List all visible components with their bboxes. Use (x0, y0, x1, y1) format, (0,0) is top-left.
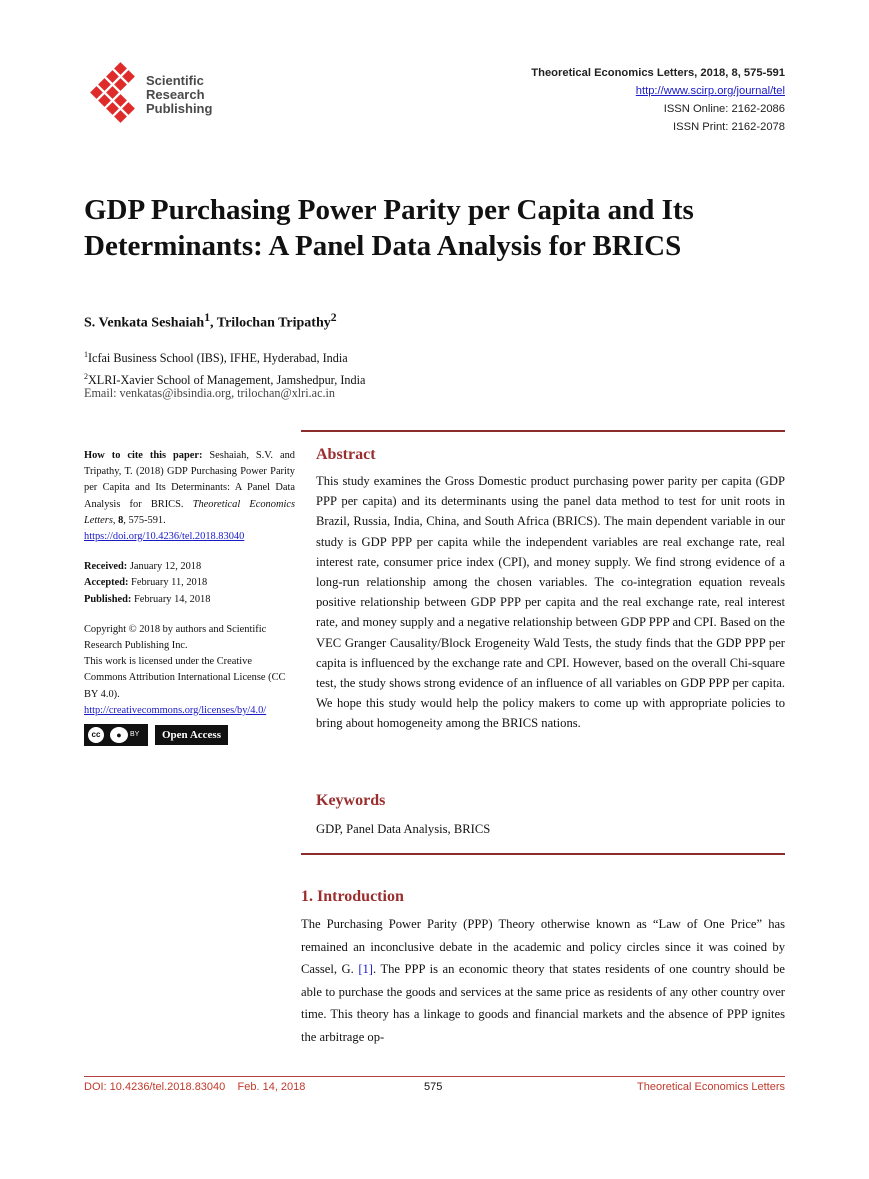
diamond-logo-icon (86, 62, 146, 128)
affiliation-mark: 2 (84, 371, 88, 381)
author-emails: Email: venkatas@ibsindia.org, trilochan@xlri.ac.in (84, 386, 336, 400)
copyright-text: Copyright © 2018 by authors and Scientific Research Publishing Inc. (84, 623, 267, 652)
author-name: S. Venkata Seshaiah (84, 315, 205, 331)
footer-rule (84, 1076, 785, 1077)
affiliation: XLRI-Xavier School of Management, Jamshedpur, India (88, 372, 366, 387)
accepted-date: February 11, 2018 (131, 577, 208, 589)
cite-label: How to cite this paper: (84, 450, 203, 461)
page-number: 575 (424, 1081, 443, 1093)
license-text: This work is licensed under the Creative Commons Attribution International License (CC BY 4.0). (84, 656, 286, 700)
intro-text-part: The Purchasing Power Parity (PPP) Theory otherwise known as “Law of One Price” has remained an inconclusive debate in the academic and policy circles since it was coined by Cassel, G. (301, 917, 785, 976)
publisher-name-line: Research (146, 87, 205, 102)
author-separator: , (210, 315, 217, 331)
reference-link[interactable]: [1] (358, 962, 373, 976)
author-list (84, 311, 337, 332)
cc-by-badge[interactable] (84, 724, 148, 746)
license-badges (84, 724, 295, 746)
affiliations (84, 346, 365, 389)
publisher-name-line: Scientific (146, 73, 204, 88)
published-label: Published: (84, 593, 132, 605)
by-icon: ● (110, 727, 128, 743)
accepted-label: Accepted: (84, 577, 129, 589)
received-label: Received: (84, 561, 128, 573)
cite-text: Seshaiah, S.V. and Tripathy, T. (2018) GDP Purchasing Power Parity per Capita and Its Determinants: A Panel Data Analysis for BRICS. (84, 450, 295, 510)
author-name: Trilochan Tripathy (216, 315, 331, 331)
publisher-name-line: Publishing (146, 101, 213, 116)
received-date: January 12, 2018 (129, 561, 202, 573)
footer-doi: DOI: 10.4236/tel.2018.83040 (84, 1081, 226, 1093)
title-line: GDP Purchasing Power Parity per Capita and Its (84, 194, 694, 226)
title-line: Determinants: A Panel Data Analysis for BRICS (84, 230, 682, 262)
open-access-badge[interactable]: Open Access (155, 725, 228, 745)
publisher-name (146, 74, 212, 116)
affiliation-mark: 1 (84, 350, 88, 359)
introduction-heading: 1. Introduction (301, 888, 404, 905)
footer-journal: Theoretical Economics Letters (637, 1081, 785, 1093)
author-affiliation-mark: 2 (330, 311, 337, 324)
published-date: February 14, 2018 (133, 593, 211, 605)
cite-pages: , 575-591. (123, 514, 166, 526)
issn-online: ISSN Online: 2162-2086 (663, 103, 785, 115)
paper-title (84, 192, 794, 264)
license-link[interactable]: http://creativecommons.org/licenses/by/4.0/ (84, 704, 267, 716)
how-to-cite: How to cite this paper: Seshaiah, S.V. and Tripathy, T. (2018) GDP Purchasing Power Parity per Capita and Its Determinants: A Panel Data Analysis for BRICS. Theoretical Economics Letters, 8, 575-591. https://doi.org/10.4236/tel.2018.83040 (84, 450, 295, 543)
abstract-bottom-rule (301, 853, 785, 855)
journal-header (531, 64, 785, 136)
keywords-text: GDP, Panel Data Analysis, BRICS (316, 822, 491, 836)
copyright-notice (84, 622, 295, 719)
cite-volume: 8 (118, 514, 124, 526)
journal-citation: Theoretical Economics Letters, 2018, 8, 575-591 (531, 67, 785, 79)
intro-text-part: . The PPP is an economic theory that states residents of one country should be able to purchase the goods and services at the same price as residents of any other country over time. This theory has a linkage to goods and financial markets and the absence of PPP ignites the arbitrage op- (301, 962, 785, 1044)
cite-journal: Theoretical Economics Letters (84, 498, 295, 526)
journal-url-link[interactable]: http://www.scirp.org/journal/tel (635, 85, 785, 97)
introduction-text (301, 913, 785, 1048)
abstract-text: This study examines the Gross Domestic product purchasing power parity per capita (GDP PPP per capita) and its determinants using the panel data method to test for unit roots in Brazil, Russia, India, China, and South Africa (BRICS). The main dependent variable in our study is GDP PPP per capita while the independent variables are real exchange rate, real interest rate, consumer price index (CPI), and money supply. We find strong evidence of a long-run relationship among the chosen variables. The co-integration equation reveals positive relationship between GDP PPP per capita and the real exchange rate, real interest rate, and money supply and a negative relationship between GDP PPP and CPI. Based on the VEC Granger Causality/Block Erogeneity Wald Tests, the study finds that the GDP PPP per capita is influenced by the exchange rate and CPI. However, based on the overall Chi-square test, the study shows strong evidence of an influence of all variables on GDP PPP per capita. We hope this study would help the policy makers to come up with appropriate policies to bring about homogeneity among the BRICS nations. (316, 474, 785, 731)
abstract-top-rule (301, 430, 785, 432)
abstract-heading: Abstract (316, 446, 376, 463)
cc-icon: cc (88, 727, 104, 743)
footer-doi-date (84, 1081, 305, 1093)
by-label: BY (130, 730, 140, 738)
doi-link[interactable]: https://doi.org/10.4236/tel.2018.83040 (84, 531, 245, 543)
keywords-heading: Keywords (316, 792, 386, 809)
author-affiliation-mark: 1 (204, 311, 211, 324)
article-sidebar (84, 448, 295, 746)
footer-date: Feb. 14, 2018 (237, 1081, 306, 1093)
affiliation: Icfai Business School (IBS), IFHE, Hyderabad, India (88, 351, 348, 366)
article-dates (84, 559, 295, 608)
issn-print: ISSN Print: 2162-2078 (673, 121, 785, 133)
